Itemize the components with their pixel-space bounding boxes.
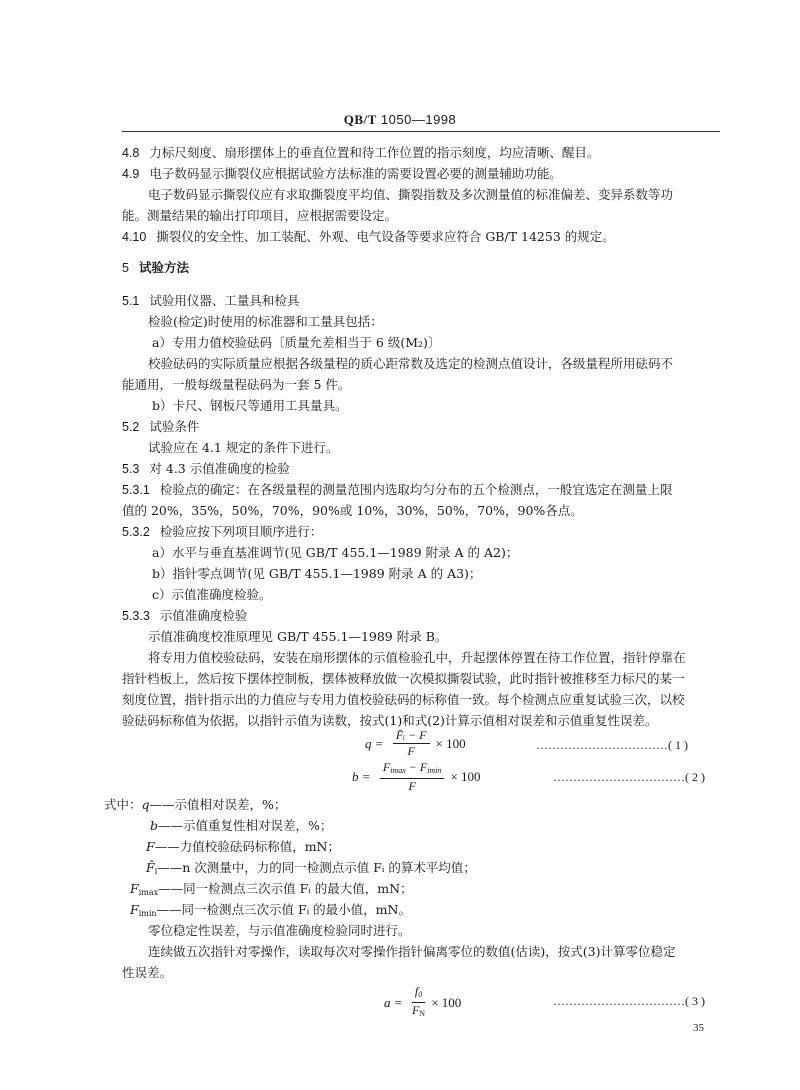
- clause-5-3-1-line2: 值的 20%，35%，50%，70%，90%或 10%，30%，50%，70%，90%各点。: [122, 503, 583, 518]
- clause-5-1-item-b: b）卡尺、钢板尺等通用工具量具。: [152, 398, 348, 413]
- zero-stability-line1: 零位稳定性误差，与示值准确度检验同时进行。: [148, 923, 411, 938]
- denominator: F: [407, 744, 415, 758]
- clause-5-1-para-line2: 能通用，一般每级量程砝码为一套 5 件。: [122, 377, 351, 392]
- clause-5-2-text: 试验应在 4.1 规定的条件下进行。: [148, 440, 339, 455]
- clause-5-3-2-item-b: b）指针零点调节(见 GB/T 455.1—1989 附录 A 的 A3)；: [152, 566, 482, 581]
- formula-lhs: a: [384, 994, 391, 1010]
- clause-5-3-2-item-a: a）水平与垂直基准调节(见 GB/T 455.1—1989 附录 A 的 A2)；: [152, 545, 519, 560]
- section-5-heading: [122, 259, 722, 277]
- fraction: [412, 984, 425, 1021]
- section-number: 5: [122, 261, 129, 275]
- clause-title: 试验用仪器、工量具和检具: [149, 293, 300, 308]
- definitions-lead: 式中：: [104, 797, 142, 812]
- definition-F-imin: $F_{imin}——$同一检测点三次示值 Fᵢ 的最小值，mN。: [130, 902, 411, 918]
- clause-4-8: [122, 144, 722, 162]
- clause-5-1-intro: 检验(检定)时使用的标准器和工量具包括：: [148, 314, 383, 329]
- clause-number: 5.3: [122, 462, 140, 476]
- equation-number: ( 2 ): [685, 770, 705, 784]
- equation-label-1: [536, 738, 688, 753]
- equation-label-2: [553, 770, 705, 785]
- clause-4-10: [122, 228, 722, 246]
- clause-number: 4.10: [122, 230, 147, 244]
- definition-F-imax: $F_{imax}——$同一检测点三次示值 Fᵢ 的最大值，mN；: [130, 881, 413, 897]
- definition-q: 式中：q——示值相对误差，%；: [104, 797, 287, 812]
- numerator: $F_{imax} - F_{imin}$: [380, 760, 445, 779]
- clause-text: 检验点的确定：在各级量程的测量范围内选取均匀分布的五个检测点，一般宜选定在测量上限: [159, 482, 673, 497]
- clause-5-3-1: [122, 481, 722, 499]
- clause-number: 4.9: [122, 167, 140, 181]
- multiplier: × 100: [450, 769, 481, 784]
- clause-5-3-3-ref: 示值准确度校准原理见 GB/T 455.1—1989 附录 B。: [148, 629, 448, 644]
- clause-5-3-3-para-line3: 刻度位置，指针指示出的力值应与专用力值校验砝码的标称值一致。每个检测点应重复试验三次，以校: [122, 692, 685, 707]
- clause-5-1-item-a: a）专用力值校验砝码〔质量允差相当于 6 级(M₂)〕: [152, 335, 441, 350]
- clause-5-3: [122, 460, 722, 478]
- clause-5-3-2-item-c: c）示值准确度检验。: [152, 587, 272, 602]
- dot-leader: ……………………………: [536, 738, 668, 752]
- header-rule: [122, 131, 720, 132]
- clause-5-1-para-line1: 校验砝码的实际质量应根据各级量程的质心距常数及选定的检测点值设计，各级量程所用砝码不: [148, 356, 674, 371]
- definition-F: F——力值校验砝码标称值，mN；: [146, 839, 340, 854]
- clause-number: 5.3.2: [122, 525, 150, 539]
- numerator: F̄ᵢ − F: [393, 728, 430, 744]
- clause-title: 试验条件: [149, 419, 200, 434]
- clause-5-3-3-para-line1: 将专用力值校验砝码，安装在扇形摆体的示值检验孔中，升起摆体停置在待工作位置，指针停靠在: [148, 650, 686, 665]
- clause-text: 撕裂仪的安全性、加工装配、外观、电气设备等要求应符合 GB/T 14253 的规定。: [156, 229, 615, 244]
- clause-number: 5.1: [122, 294, 140, 308]
- dot-leader: ……………………………: [553, 994, 685, 1008]
- clause-text: 力标尺刻度、扇形摆体上的垂直位置和待工作位置的指示刻度，均应清晰、醒目。: [149, 145, 600, 160]
- clause-number: 5.3.3: [122, 609, 150, 623]
- formula-1: q = $\frac{\text{F̄ᵢ − F}}{F}$ × 100: [365, 728, 466, 758]
- clause-number: 5.2: [122, 420, 140, 434]
- clause-5-3-3: [122, 607, 722, 625]
- multiplier: × 100: [435, 735, 466, 751]
- clause-number: 4.8: [122, 146, 140, 160]
- clause-5-3-3-para-line4: 验砝码标称值为依据，以指针示值为读数，按式(1)和式(2)计算示值相对误差和示值重复性误差。: [122, 713, 658, 728]
- clause-5-3-3-para-line2: 指针档板上，然后按下摆体控制板，摆体被释放做一次模拟撕裂试验，此时指针被推移至力标尺的某一: [122, 671, 685, 686]
- fraction: [380, 760, 445, 794]
- clause-title: 检验应按下列项目顺序进行：: [159, 524, 323, 539]
- formula-lhs: b: [352, 769, 359, 784]
- clause-5-3-2: [122, 523, 722, 541]
- equation-number: ( 3 ): [685, 994, 705, 1008]
- formula-lhs: q: [365, 735, 372, 751]
- standard-prefix: QB/T: [343, 112, 377, 127]
- multiplier: × 100: [431, 994, 462, 1010]
- section-title: 试验方法: [138, 260, 189, 275]
- numerator: $f_0$: [412, 984, 425, 1003]
- formula-3: a = $\frac{f_0}{F_N}$ × 100: [384, 984, 461, 1021]
- clause-4-9-para-line2: 能。测量结果的输出打印项目，应根据需要设定。: [122, 208, 398, 223]
- zero-stability-line3: 性误差。: [122, 965, 173, 980]
- clause-4-9-para-line1: 电子数码显示撕裂仪应有求取撕裂度平均值、撕裂指数及多次测量值的标准偏差、变异系数等功: [148, 187, 674, 202]
- definition-F-bar-i: $F̄_i——n$ 次测量中，力的同一检测点示值 Fᵢ 的算术平均值；: [146, 860, 476, 876]
- definition-b: b——示值重复性相对误差，%；: [150, 818, 333, 833]
- equation-number: ( 1 ): [668, 738, 688, 752]
- clause-title: 示值准确度检验: [159, 608, 248, 623]
- page-number: 35: [693, 1022, 704, 1034]
- clause-title: 对 4.3 示值准确度的检验: [149, 461, 290, 476]
- denominator: $F_N$: [411, 1003, 426, 1018]
- denominator: F: [408, 779, 416, 793]
- page-header: [0, 112, 800, 128]
- fraction: [393, 728, 430, 759]
- equation-label-3: [553, 994, 705, 1009]
- clause-text: 电子数码显示撕裂仪应根据试验方法标准的需要设置必要的测量辅助功能。: [149, 166, 562, 181]
- clause-number: 5.3.1: [122, 483, 150, 497]
- clause-4-9: [122, 165, 722, 183]
- clause-5-2: [122, 418, 722, 436]
- clause-5-1: [122, 292, 722, 310]
- dot-leader: ……………………………: [553, 770, 685, 784]
- zero-stability-line2: 连续做五次指针对零操作，读取每次对零操作指针偏离零位的数值(估读)，按式(3)计算零位稳定: [148, 944, 676, 959]
- standard-number: 1050—1998: [380, 112, 457, 127]
- formula-2: b = $\frac{F_{imax} - F_{imin}}{F}$ × 100: [352, 760, 481, 793]
